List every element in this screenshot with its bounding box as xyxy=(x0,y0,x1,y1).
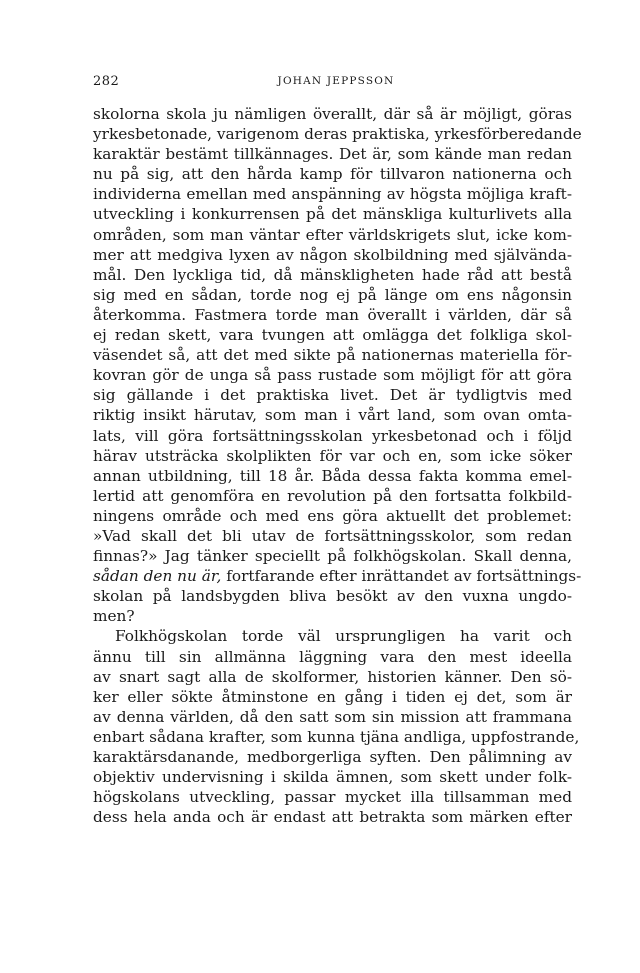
text-line: mål. Den lyckliga tid, då mänskligheten hade råd att bestå xyxy=(93,265,572,284)
text-line: men? xyxy=(93,607,135,626)
text-line: mer att medgiva lyxen av någon skolbildning med självända- xyxy=(93,245,572,264)
text-line: yrkesbetonade, varigenom deras praktiska, yrkesförberedande xyxy=(93,125,582,144)
text-line: av snart sagt alla de skolformer, historien känner. Den sö- xyxy=(93,667,572,686)
text-line: ej redan skett, vara tvungen att omlägga det folkliga skol- xyxy=(93,326,572,345)
paragraph xyxy=(93,626,580,827)
text-line: ningens område och med ens göra aktuellt det problemet: xyxy=(93,506,572,525)
text-line: sig gällande i det praktiska livet. Det är tydligtvis med xyxy=(93,386,572,405)
text-line-italic-start xyxy=(93,566,582,586)
text-line: nu på sig, att den hårda kamp för tillvaron nationerna och xyxy=(93,165,572,184)
text-line: lats, vill göra fortsättningsskolan yrkesbetonad och i följd xyxy=(93,426,572,445)
text-line: ker eller sökte åtminstone en gång i tiden ej det, som är xyxy=(93,687,572,706)
text-line: Folkhögskolan torde väl ursprungligen ha varit och xyxy=(115,627,572,646)
text-line: ännu till sin allmänna läggning vara den mest ideella xyxy=(93,647,572,666)
text-line: sig med en sådan, torde nog ej på länge om ens någonsin xyxy=(93,285,572,304)
text-line: karaktär bestämt tillkännages. Det är, som kände man redan xyxy=(93,145,572,164)
running-head: JOHAN JEPPSSON xyxy=(277,75,395,87)
text-line: enbart sådana krafter, som kunna tjäna andliga, uppfostrande, xyxy=(93,727,580,746)
text-line: riktig insikt härutav, som man i vårt land, som ovan omta- xyxy=(93,406,572,425)
text-line: annan utbildning, till 18 år. Båda dessa fakta komma emel- xyxy=(93,466,572,485)
italic-line-rest: fortfarande efter inrättandet av fortsättnings- xyxy=(221,567,582,586)
text-line: finnas?» Jag tänker speciellt på folkhögskolan. Skall denna, xyxy=(93,547,572,566)
text-line: högskolans utveckling, passar mycket illa tillsamman med xyxy=(93,788,572,807)
body-text xyxy=(93,104,582,827)
text-line: skolorna skola ju nämligen överallt, där så är möjligt, göras xyxy=(93,105,572,123)
text-line: områden, som man väntar efter världskrigets slut, icke kom- xyxy=(93,225,572,244)
text-line: härav utsträcka skolplikten för var och en, som icke söker xyxy=(93,446,572,465)
text-line: lertid att genomföra en revolution på den fortsatta folkbild- xyxy=(93,486,572,505)
text-line: väsendet så, att det med sikte på nationernas materiella för- xyxy=(93,346,572,365)
text-line: återkomma. Fastmera torde man överallt i världen, där så xyxy=(93,305,572,324)
text-line: utveckling i konkurrensen på det mänskliga kulturlivets alla xyxy=(93,205,572,224)
paragraph xyxy=(93,104,582,626)
page-header xyxy=(93,74,573,94)
text-line: objektiv undervisning i skilda ämnen, som skett under folk- xyxy=(93,768,572,787)
text-line: karaktärsdanande, medborgerliga syften. Den pålimning av xyxy=(93,748,572,766)
text-line: dess hela anda och är endast att betrakta som märken efter xyxy=(93,808,572,827)
text-line: kovran gör de unga så pass rustade som möjligt för att göra xyxy=(93,366,572,385)
text-line: skolan på landsbygden bliva besökt av den vuxna ungdo- xyxy=(93,587,572,606)
text-line: »Vad skall det bli utav de fortsättningsskolor, som redan xyxy=(93,526,572,545)
italic-phrase: sådan den nu är, xyxy=(93,567,222,586)
text-line: av denna världen, då den satt som sin mission att frammana xyxy=(93,707,572,726)
text-line: individerna emellan med anspänning av högsta möjliga kraft- xyxy=(93,185,572,204)
page-number: 282 xyxy=(93,74,120,89)
